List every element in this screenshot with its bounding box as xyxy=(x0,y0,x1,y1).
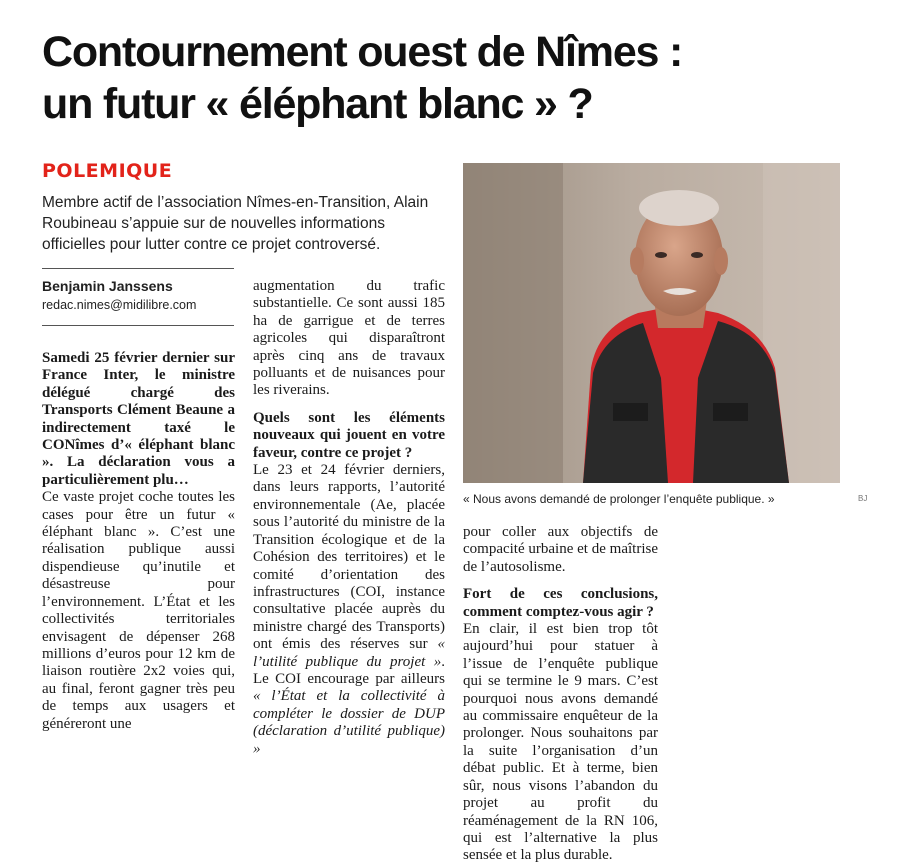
interview-question-3: Fort de ces conclusions, comment comptez-vous agir ? xyxy=(463,586,658,620)
text-column-1 xyxy=(42,350,235,733)
byline-top-divider xyxy=(42,268,234,269)
interview-answer-3: En clair, il est bien trop tôt aujourd’hui pour statuer à l’issue de l’enquête publique qui se termine le 9 mars. C’est pourquoi nous avons demandé au commissaire enquêteur de la prolonger. Nous souhaitons par la suite l’organisation d’un débat public. Et à terme, bien sûr, nous visons l’abandon du projet au profit du réaménagement de la RN 106, qui est l’alternative la plus sensée et la plus durable. xyxy=(463,621,658,864)
interview-question-1: Samedi 25 février dernier sur France Inter, le ministre délégué chargé des Transports Clément Beaune a indirectement taxé le CONîmes d’« éléphant blanc ». La déclaration vous a particulièrement plu… xyxy=(42,350,235,488)
author-email[interactable]: redac.nimes@midilibre.com xyxy=(42,298,197,312)
answer-2-text-e: pour coller aux objectifs de compacité urbaine et de maîtrise de l’autosolisme. xyxy=(463,524,658,575)
section-kicker: POLEMIQUE xyxy=(42,160,173,182)
interview-answer-1-part-1: Ce vaste projet coche toutes les cases pour être un futur « éléphant blanc ». C’est une réalisation publique aussi dispendieuse qu’inutile et désastreuse pour l’environnement. L’État et les collectivités territoriales envisagent de dépenser 268 millions d’euros pour 12 km de liaison routière 2x2 voies qui, au final, feront gagner très peu de temps aux usagers et généreront une xyxy=(42,489,235,732)
answer-2-text-a: Le 23 et 24 février derniers, dans leurs rapports, l’autorité environnementale (Ae, placée sous l’autorité du ministre de la Transition écologique et de la Cohésion des territoires) et le comité d’orientation des infrastructures (COI, instance consultative placée auprès du ministre chargé des Transports) ont émis des réserves sur xyxy=(253,462,445,653)
photo-credit: BJ xyxy=(858,494,868,503)
portrait-photo xyxy=(463,163,840,483)
text-column-2 xyxy=(253,278,445,758)
author-name: Benjamin Janssens xyxy=(42,278,173,294)
answer-2-quote-2: « l’État et la collectivité à compléter le dossier de DUP (déclaration d’utilité publique) » xyxy=(253,688,445,757)
article-lead: Membre actif de l’association Nîmes-en-Transition, Alain Roubineau s’appuie sur de nouvelles informations officielles pour lutter contre ce projet controversé. xyxy=(42,194,429,253)
headline-line-2: un futur « éléphant blanc » ? xyxy=(42,80,593,128)
interview-answer-2-part-2 xyxy=(463,524,658,576)
portrait-illustration xyxy=(463,163,840,483)
headline-line-1: Contournement ouest de Nîmes : xyxy=(42,28,683,76)
text-column-3 xyxy=(463,524,658,865)
photo-caption: « Nous avons demandé de prolonger l’enquête publique. » xyxy=(463,492,775,506)
interview-answer-1-part-2: augmentation du trafic substantielle. Ce sont aussi 185 ha de garrigue et de terres agricoles qui disparaîtront après cinq ans de travaux polluants et de nuisances pour les riverains. xyxy=(253,278,445,399)
article-headline xyxy=(42,26,892,130)
interview-answer-2-part-1 xyxy=(253,462,445,758)
answer-2-quote-1: « l’utilité publique du projet » xyxy=(253,636,445,670)
paragraph-gap xyxy=(253,400,445,410)
interview-question-2: Quels sont les éléments nouveaux qui jouent en votre faveur, contre ce projet ? xyxy=(253,409,445,461)
answer-2-text-c: . Le COI encourage par ailleurs xyxy=(253,653,445,687)
paragraph-gap xyxy=(463,576,658,586)
byline-bottom-divider xyxy=(42,325,234,326)
